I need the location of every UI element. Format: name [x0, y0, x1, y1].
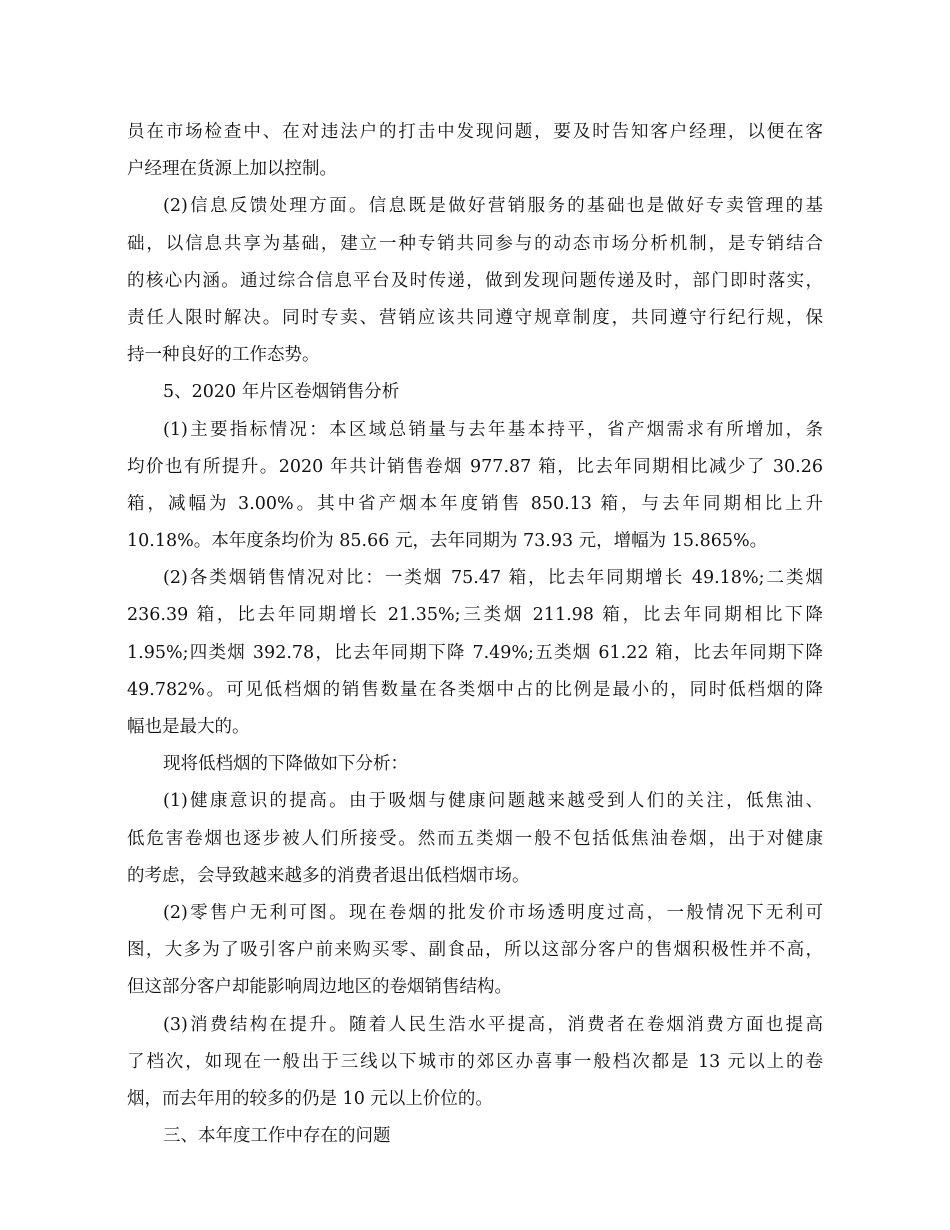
text-line: 但这部分客户却能影响周边地区的卷烟销售结构。	[127, 977, 512, 998]
text-line: 幅也是最大的。	[127, 717, 250, 737]
text-line: 持一种良好的工作态势。	[127, 345, 320, 366]
text-line: 了档次，如现在一般出于三线以下城市的郊区办喜事一般档次都是 13 元以上的卷	[127, 1051, 823, 1072]
text-line: 烟，而去年用的较多的仍是 10 元以上价位的。	[127, 1088, 493, 1109]
text-line: 础，以信息共享为基础，建立一种专销共同参与的动态市场分析机制，是专销结合	[127, 233, 823, 254]
text-line: 箱，减幅为 3.00%。其中省产烟本年度销售 850.13 箱，与去年同期相比上升	[127, 493, 823, 514]
text-line: 责任人限时解决。同时专卖、营销应该共同遵守规章制度，共同遵守行纪行规，保	[127, 307, 823, 328]
text-line: 低危害卷烟也逐步被人们所接受。然而五类烟一般不包括低焦油卷烟，出于对健康	[127, 828, 823, 849]
text-line: 户经理在货源上加以控制。	[127, 159, 337, 180]
text-line: (1)主要指标情况：本区域总销量与去年基本持平，省产烟需求有所增加，条	[163, 419, 823, 440]
text-line: 10.18%。本年度条均价为 85.66 元，去年同期为 73.93 元，增幅为 15.865%。	[127, 531, 768, 552]
section-heading: 5、2020 年片区卷烟销售分析	[163, 382, 400, 403]
text-line: 图，大多为了吸引客户前来购买零、副食品，所以这部分客户的售烟积极性并不高，	[127, 940, 823, 961]
text-line: 的考虑，会导致越来越多的消费者退出低档烟市场。	[127, 865, 530, 886]
text-line: 现将低档烟的下降做如下分析：	[163, 754, 408, 775]
document-body	[127, 114, 823, 1155]
text-line: 的核心内涵。通过综合信息平台及时传递，做到发现问题传递及时，部门即时落实，	[127, 270, 823, 291]
text-line: 均价也有所提升。2020 年共计销售卷烟 977.87 箱，比去年同期相比减少了 30.26	[127, 456, 823, 477]
section-heading: 三、本年度工作中存在的问题	[163, 1126, 391, 1147]
text-line: (2)信息反馈处理方面。信息既是做好营销服务的基础也是做好专卖管理的基	[163, 196, 823, 217]
text-line: (3)消费结构在提升。随着人民生浩水平提高，消费者在卷烟消费方面也提高	[163, 1014, 823, 1035]
text-line: 49.782%。可见低档烟的销售数量在各类烟中占的比例是最小的，同时低档烟的降	[127, 679, 823, 700]
text-line: (2)各类烟销售情况对比：一类烟 75.47 箱，比去年同期增长 49.18%;二类烟	[163, 568, 823, 589]
text-line: (1)健康意识的提高。由于吸烟与健康问题越来越受到人们的关注，低焦油、	[163, 791, 823, 812]
text-line: 236.39 箱，比去年同期增长 21.35%;三类烟 211.98 箱，比去年同期相比下降	[127, 605, 823, 626]
text-line: 1.95%;四类烟 392.78，比去年同期下降 7.49%;五类烟 61.22 箱，比去年同期下降	[127, 642, 823, 663]
text-line: (2)零售户无利可图。现在卷烟的批发价市场透明度过高，一般情况下无利可	[163, 902, 823, 923]
text-line: 员在市场检查中、在对违法户的打击中发现问题，要及时告知客户经理，以便在客	[127, 122, 823, 142]
